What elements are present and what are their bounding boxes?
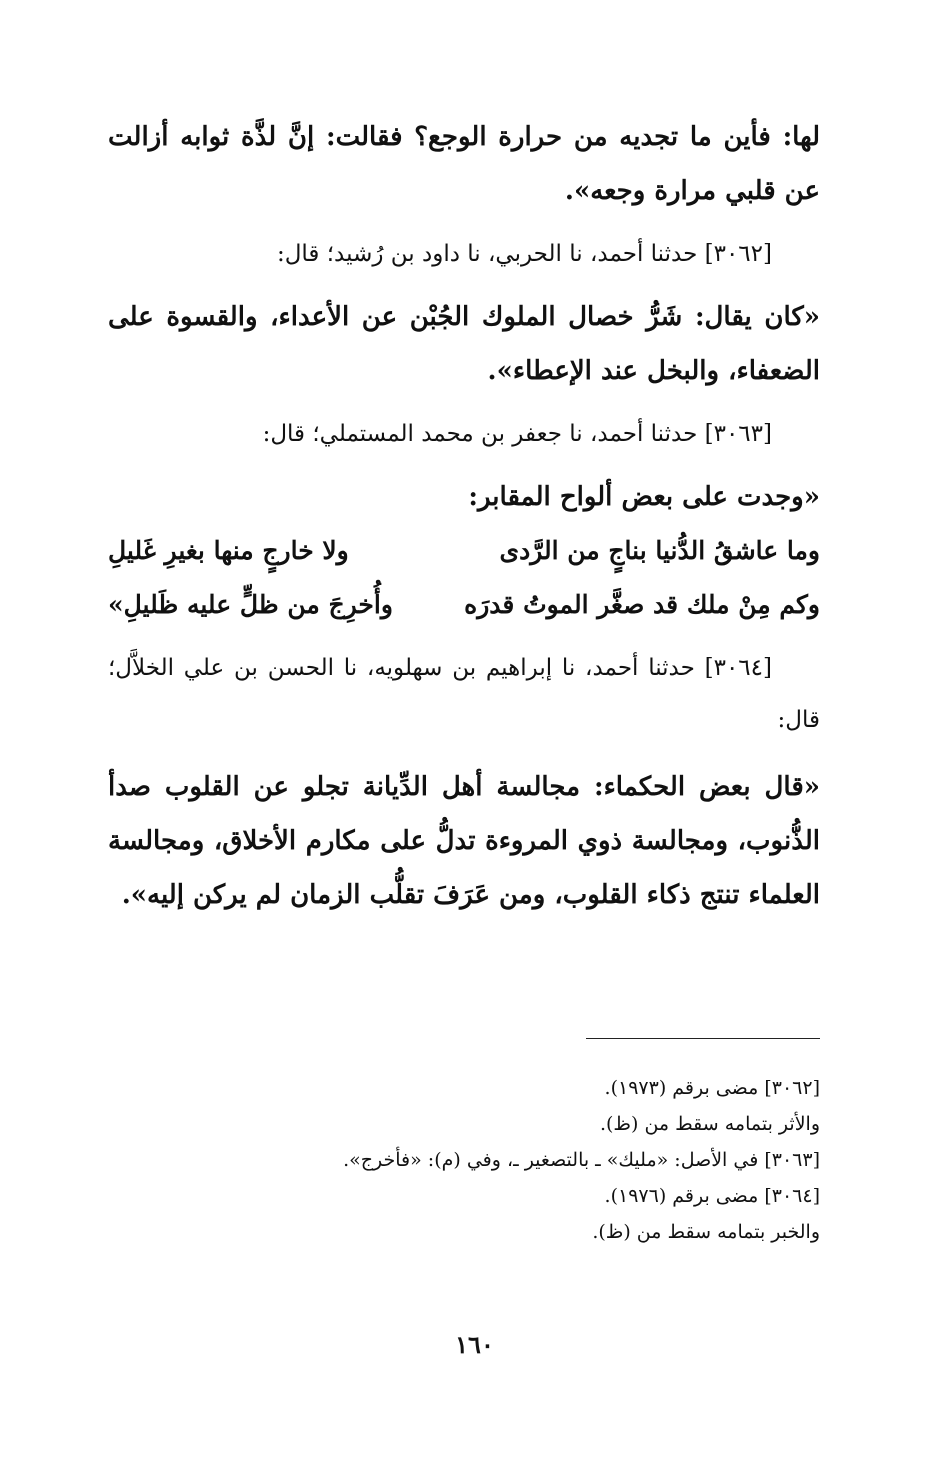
footnote-separator — [586, 1038, 820, 1039]
verse-2-second-hemistich: وأُخرِجَ من ظلٍّ عليه ظَليلِ» — [108, 590, 393, 619]
verse-1-first-hemistich: وما عاشقُ الدُّنيا بناجٍ من الرَّدى — [499, 536, 820, 565]
report-3062: «كان يقال: شَرُّ خصال الملوك الجُبْن عن الأعداء، والقسوة على الضعفاء، والبخل عند الإعطاء». — [108, 302, 820, 386]
isnad-3062: [٣٠٦٢] حدثنا أحمد، نا الحربي، نا داود بن رُشيد؛ قال: — [276, 241, 772, 267]
main-text — [108, 110, 820, 922]
poem-verse-1 — [108, 524, 820, 578]
paragraph-continuation: لها: فأين ما تجديه من حرارة الوجع؟ فقالت: إنَّ لذَّة ثوابه أزالت عن قلبي مرارة وجعه». — [108, 122, 820, 206]
footnote: [٣٠٦٣] في الأصل: «مليك» ـ بالتصغير ـ، وفي (م): «فأخرج». — [343, 1149, 820, 1171]
footnotes — [108, 1070, 820, 1250]
footnote: [٣٠٦٤] مضى برقم (١٩٧٦). — [604, 1185, 820, 1207]
isnad-3063: [٣٠٦٣] حدثنا أحمد، نا جعفر بن محمد المستملي؛ قال: — [262, 421, 772, 447]
report-3064: «قال بعض الحكماء: مجالسة أهل الدِّيانة تجلو عن القلوب صدأ الذُّنوب، ومجالسة ذوي المروءة تدلُّ على مكارم الأخلاق، ومجالسة العلماء تنتج ذكاء القلوب، ومن عَرَفَ تقلُّب الزمان لم يركن إليه». — [108, 772, 820, 910]
footnote: والخبر بتمامه سقط من (ظ). — [592, 1221, 820, 1243]
poem — [108, 524, 820, 632]
poem-verse-2 — [108, 578, 820, 632]
page-number: ١٦٠ — [455, 1330, 494, 1359]
verse-1-second-hemistich: ولا خارجٍ منها بغيرِ غَليلِ — [108, 536, 349, 565]
report-3063-intro: «وجدت على بعض ألواح المقابر: — [468, 482, 820, 512]
footnote: [٣٠٦٢] مضى برقم (١٩٧٣). — [604, 1077, 820, 1099]
isnad-3064: [٣٠٦٤] حدثنا أحمد، نا إبراهيم بن سهلويه، نا الحسن بن علي الخلاَّل؛ قال: — [108, 655, 820, 733]
verse-2-first-hemistich: وكم مِنْ ملك قد صغَّر الموتُ قدرَه — [464, 590, 820, 619]
footnote: والأثر بتمامه سقط من (ظ). — [599, 1113, 820, 1135]
